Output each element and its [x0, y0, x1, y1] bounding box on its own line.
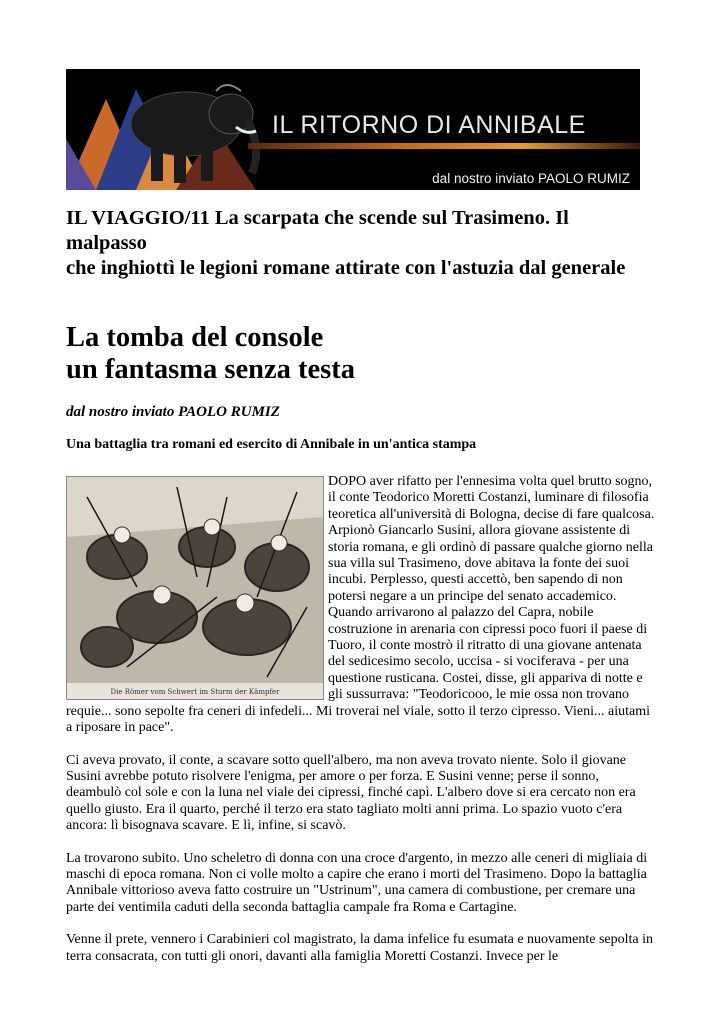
image-caption: Una battaglia tra romani ed esercito di Annibale in un'antica stampa	[66, 437, 477, 452]
headline-line-1: La tomba del console	[66, 322, 324, 353]
article-paragraph-2: Ci aveva provato, il conte, a scavare sotto quell'albero, ma non aveva trovato niente. Solo il giovane Susini avrebbe potuto risolvere l'enigma, per amore o per forza. E Susini venne; perse il sonno, deambulò col sole e con la luna nel viale dei cipressi, finché capì. L'albero dove si era cercato non era quello giusto. Era il quarto, perché il terzo era stato tagliato molti anni prima. Lo spazio vuoto c'era ancora: lì bisognava scavare. E lì, infine, si scavò.	[66, 752, 636, 834]
kicker	[66, 206, 626, 281]
kicker-line-1: IL VIAGGIO/11 La scarpata che scende sul Trasimeno. Il malpasso	[66, 207, 569, 254]
battle-engraving-image	[66, 476, 324, 700]
banner-accent-bar	[248, 143, 640, 149]
kicker-line-2: che inghiottì le legioni romane attirate con l'astuzia dal generale	[66, 257, 626, 279]
headline-line-2: un fantasma senza testa	[66, 354, 355, 385]
article-paragraph-4: Venne il prete, vennero i Carabinieri col magistrato, la dama infelice fu esumata e nuovamente sepolta in terra consacrata, con tutti gli onori, davanti alla famiglia Moretti Costanzi. Invece per le	[66, 932, 654, 964]
article-body	[66, 474, 656, 981]
article-paragraph-1a: DOPO aver rifatto per l'ennesima volta quel brutto sogno, il conte Teodorico Moretti Costanzi, luminare di filosofia teoretica all'università di Bologna, decise di fare qualcosa. Arpionò Giancarlo Susini, allora giovane assistente di storia romana, e gli ordinò di passare qualche giorno nella sua villa sul Trasimeno, dove abitava la fonte dei suoi incubi. Perplesso, questi accettò, ben sapendo di non potersi negare a un principe del senato accademico.	[328, 474, 655, 604]
article-paragraph-1b: Quando arrivarono al palazzo del Capra, nobile costruzione in arenaria con cipressi poco fuori il paese di Tuoro, il conte mostrò il ritratto di una giovane antenata del sedicesimo secolo, uccisa - si vociferava - per una questione rusticana. Costei, disse, gli appariva di notte e gli sussurrava: "Teodoricooo, le mie ossa non trovano requie... sono sepolte fra ceneri di infedeli... Mi troverai nel viale, sotto il terzo cipresso. Vieni... aiutami a riposare in pace".	[66, 605, 651, 736]
banner-title: IL RITORNO DI ANNIBALE	[272, 111, 586, 139]
headline	[66, 322, 626, 386]
banner-byline: dal nostro inviato PAOLO RUMIZ	[432, 171, 630, 186]
article-paragraph-3: La trovarono subito. Uno scheletro di donna con una croce d'argento, in mezzo alle ceneri di migliaia di maschi di epoca romana. Non ci volle molto a capire che erano i morti del Trasimeno. Dopo la battaglia Annibale vittorioso aveva fatto costruire un "Ustrinum", una camera di combustione, per cremare una parte dei ventimila caduti della seconda battaglia campale fra Roma e Cartagine.	[66, 850, 648, 915]
engraving-caption: Die Römer vom Schwert im Sturm der Kämpfer	[110, 688, 280, 696]
header-banner	[66, 69, 640, 190]
author-byline: dal nostro inviato PAOLO RUMIZ	[66, 404, 280, 420]
